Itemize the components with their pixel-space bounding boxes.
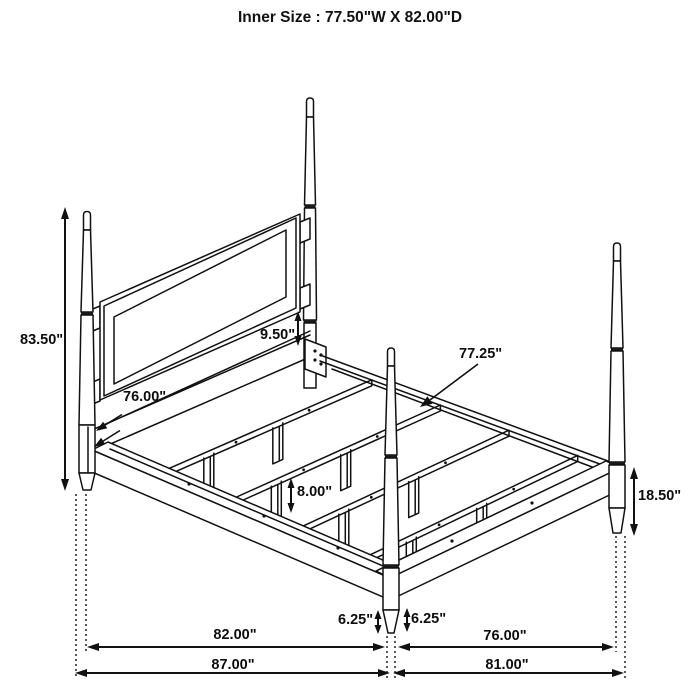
left-side-rail bbox=[92, 442, 406, 600]
dim-inner-rail-leader bbox=[420, 364, 478, 407]
dim-label-post-height: 83.50" bbox=[20, 332, 64, 348]
dim-label-side-span-outer: 87.00" bbox=[211, 657, 255, 673]
dim-label-front-foot-right: 6.25" bbox=[411, 611, 447, 627]
diagram-title: Inner Size : 77.50"W X 82.00"D bbox=[237, 9, 463, 26]
dim-row-inner bbox=[87, 643, 614, 651]
dim-label-foot-span-outer: 81.00" bbox=[485, 657, 529, 673]
dim-label-headboard-gap: 9.50" bbox=[260, 327, 296, 343]
dim-post-height-line bbox=[61, 207, 69, 491]
headboard bbox=[88, 214, 310, 406]
dim-label-front-foot-left: 6.25" bbox=[338, 612, 374, 628]
left-post bbox=[79, 212, 95, 491]
dim-label-side-span-inner: 82.00" bbox=[213, 627, 257, 643]
dim-label-foot-span-inner: 76.00" bbox=[483, 628, 527, 644]
right-post bbox=[609, 243, 625, 533]
dim-label-headboard-width: 76.00" bbox=[123, 389, 167, 405]
dim-rail-height-line bbox=[630, 467, 638, 536]
dim-slat-leg-line bbox=[288, 478, 295, 513]
front-post bbox=[383, 348, 399, 633]
dim-label-rail-floor-height: 18.50" bbox=[638, 488, 682, 504]
dim-label-inner-rail-length: 77.25" bbox=[459, 346, 503, 362]
dim-row-outer bbox=[75, 669, 624, 677]
dimension-annotations bbox=[61, 207, 638, 679]
dim-label-slat-leg-height: 8.00" bbox=[297, 484, 333, 500]
bed-structure bbox=[79, 98, 625, 633]
